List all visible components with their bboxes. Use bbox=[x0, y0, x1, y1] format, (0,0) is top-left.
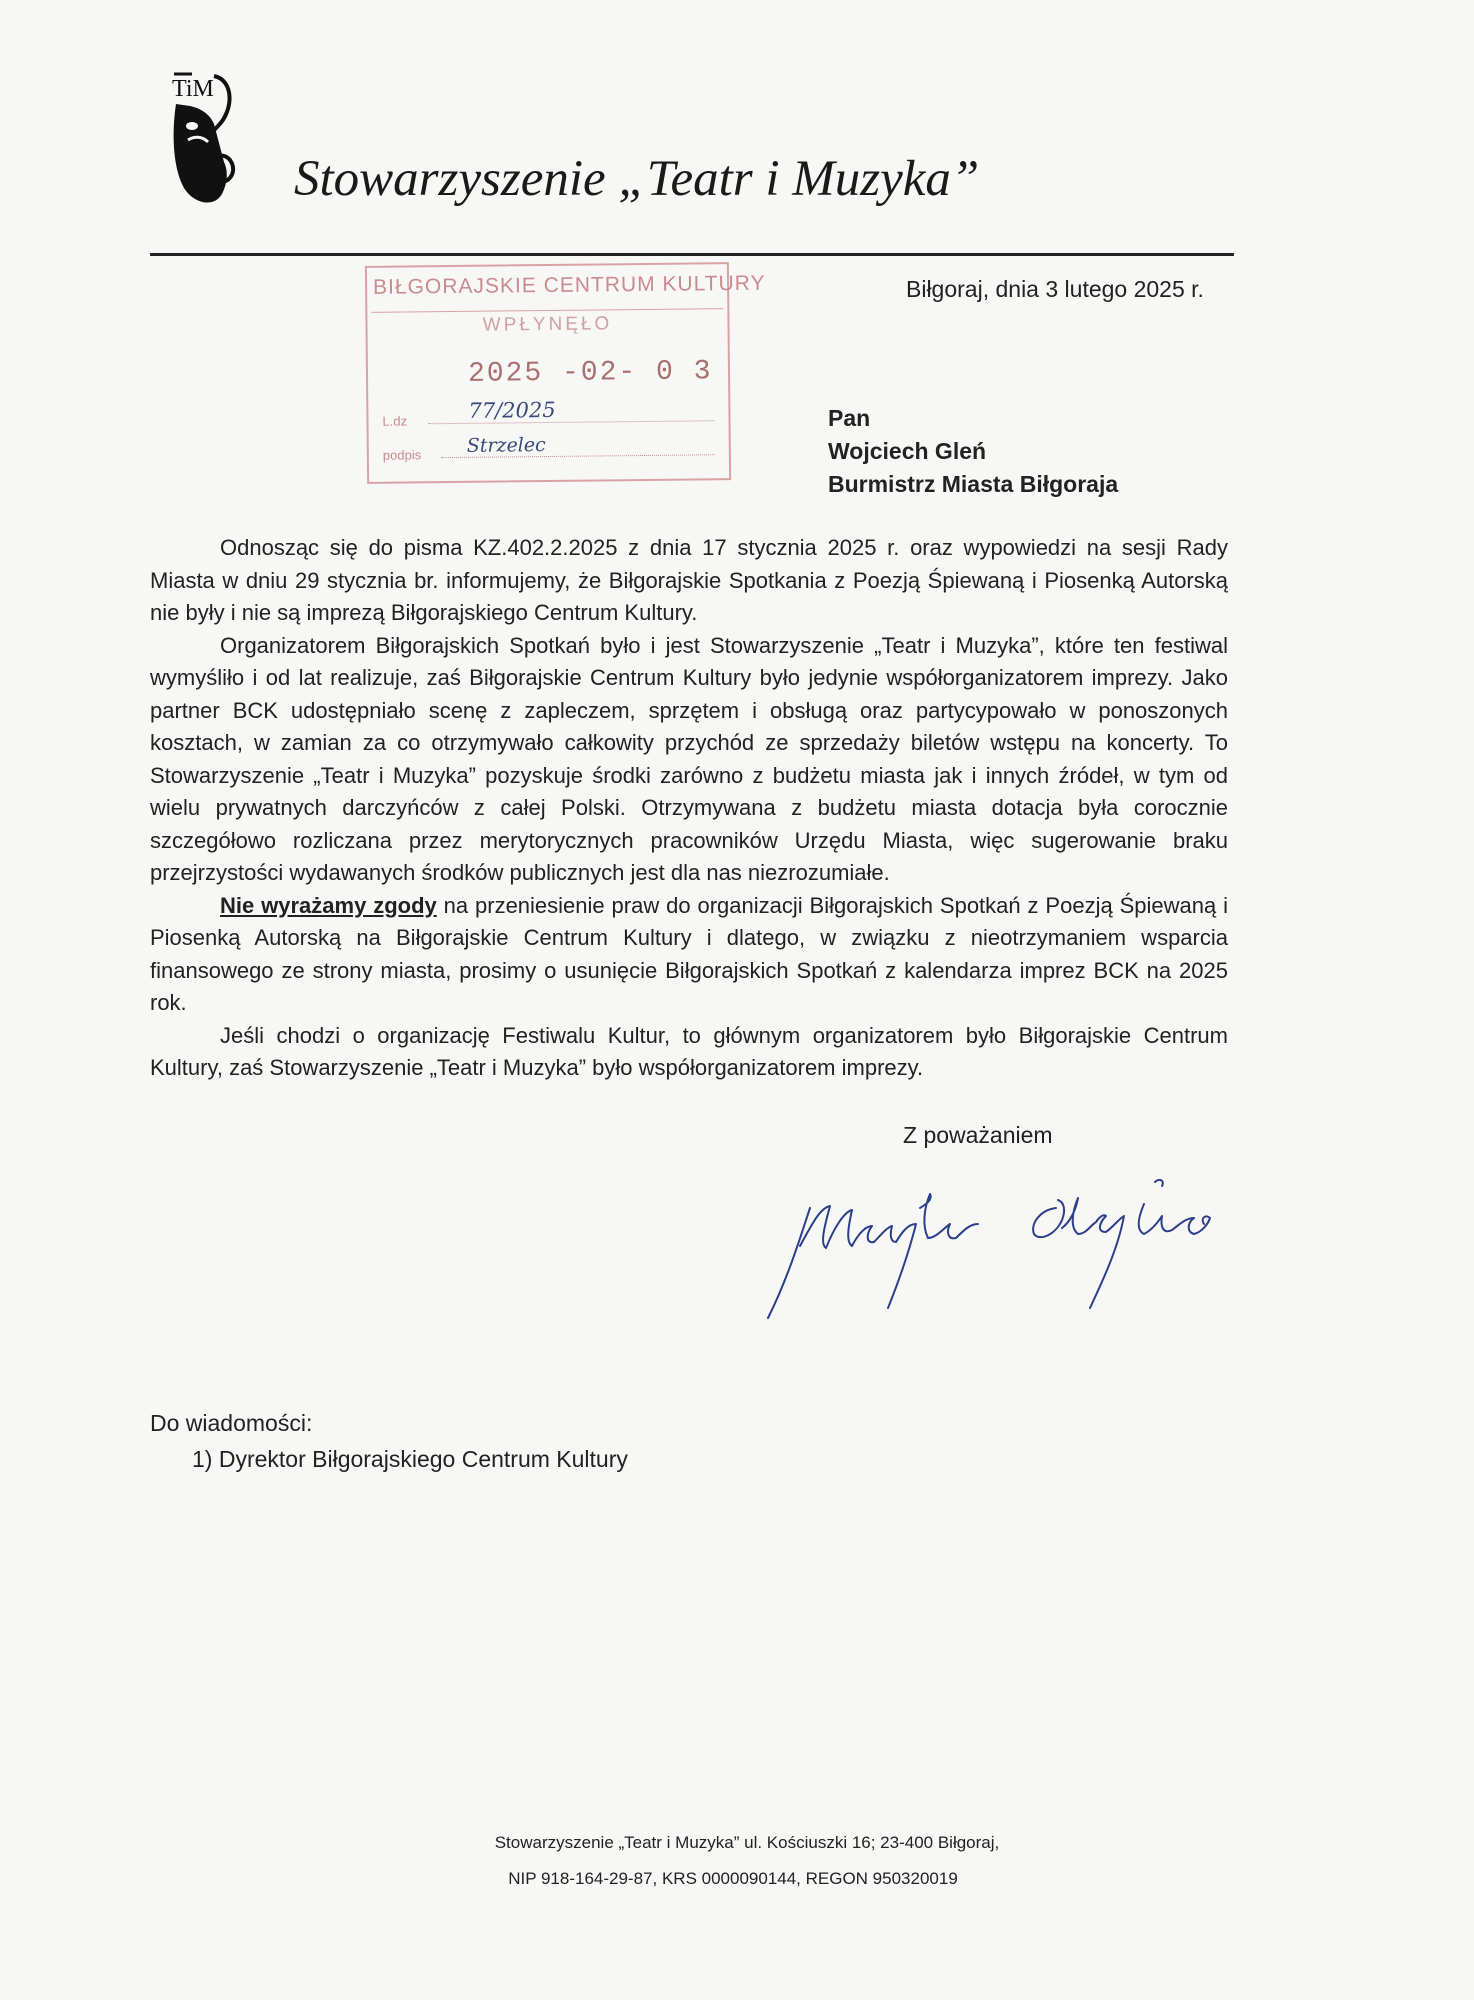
body-paragraph-3 bbox=[150, 890, 1228, 1020]
stamp-date: 2025 -02- 0 3 bbox=[467, 356, 713, 390]
letter-date: Biłgoraj, dnia 3 lutego 2025 r. bbox=[906, 276, 1204, 302]
footer-address: Stowarzyszenie „Teatr i Muzyka” ul. Kościuszki 16; 23-400 Biłgoraj, bbox=[494, 1833, 1000, 1852]
cc-label: Do wiadomości: bbox=[150, 1410, 313, 1436]
header-divider bbox=[150, 253, 1234, 256]
closing-phrase: Z poważaniem bbox=[903, 1122, 1053, 1148]
body-paragraph-1: Odnosząc się do pisma KZ.402.2.2025 z dnia 17 stycznia 2025 r. oraz wypowiedzi na sesji Rady Miasta w dniu 29 stycznia br. informujemy, że Biłgorajskie Spotkania z Poezją Śpiewaną i Piosenką Autorską nie były i nie są imprezą Biłgorajskiego Centrum Kultury. bbox=[150, 535, 1228, 625]
body-paragraph-3-text: na przeniesienie praw do organizacji Biłgorajskich Spotkań z Poezją Śpiewaną i Piosenką Autorską na Biłgorajskie Centrum Kultury i dlatego, w związku z nieotrzymaniem wsparcia finansowego ze strony miasta, prosimy o usunięcie Biłgorajskich Spotkań z kalendarza imprez BCK na 2025 rok. bbox=[150, 892, 1228, 1015]
recipient-name: Wojciech Gleń bbox=[828, 438, 987, 464]
logo-lettering: TiM bbox=[172, 76, 214, 102]
received-stamp bbox=[365, 262, 766, 484]
stamp-ldz-label: L.dz bbox=[382, 413, 408, 429]
stamp-podpis-value: Strzelec bbox=[466, 434, 546, 457]
organization-title: Stowarzyszenie „Teatr i Muzyka” bbox=[294, 151, 980, 207]
footer-registry: NIP 918-164-29-87, KRS 0000090144, REGON 950320019 bbox=[508, 1869, 958, 1888]
body-paragraph-4: Jeśli chodzi o organizację Festiwalu Kultur, to głównym organizatorem było Biłgorajskie Centrum Kultury, zaś Stowarzyszenie „Teatr i Muzyka” było współorganizatorem imprezy. bbox=[150, 1022, 1228, 1080]
handwritten-signature bbox=[760, 1168, 1230, 1328]
recipient-block bbox=[828, 402, 1118, 501]
teatr-i-muzyka-logo bbox=[170, 70, 242, 212]
stamp-institution: BIŁGORAJSKIE CENTRUM KULTURY bbox=[372, 271, 766, 299]
recipient-title: Burmistrz Miasta Biłgoraja bbox=[828, 471, 1119, 497]
cc-item-1: 1) Dyrektor Biłgorajskiego Centrum Kultury bbox=[192, 1446, 628, 1472]
body-paragraph-2: Organizatorem Biłgorajskich Spotkań było i jest Stowarzyszenie „Teatr i Muzyka”, które ten festiwal wymyśliło i od lat realizuje, zaś Biłgorajskie Centrum Kultury było jedynie współorganizatorem imprezy. Jako partner BCK udostępniało scenę z zapleczem, sprzętem i obsługą oraz partycypowało w ponoszonych kosztach, w zamian za co otrzymywało całkowity przychód ze sprzedaży biletów wstępu na koncerty. To Stowarzyszenie „Teatr i Muzyka” pozyskuje środki zarówno z budżetu miasta jak i innych źródeł, w tym od wielu prywatnych darczyńców z całej Polski. Otrzymywana z budżetu miasta dotacja była corocznie szczegółowo rozliczana przez merytorycznych pracowników Urzędu Miasta, więc sugerowanie braku przejrzystości wydawanych środków publicznych jest dla nas niezrozumiałe. bbox=[150, 632, 1228, 885]
stamp-podpis-label: podpis bbox=[382, 447, 422, 463]
stamp-received: WPŁYNĘŁO bbox=[482, 313, 613, 336]
refusal-emphasis: Nie wyrażamy zgody bbox=[220, 892, 437, 918]
stamp-ldz-value: 77/2025 bbox=[468, 397, 556, 423]
letter-body bbox=[150, 532, 1228, 1085]
recipient-salutation: Pan bbox=[828, 405, 871, 431]
